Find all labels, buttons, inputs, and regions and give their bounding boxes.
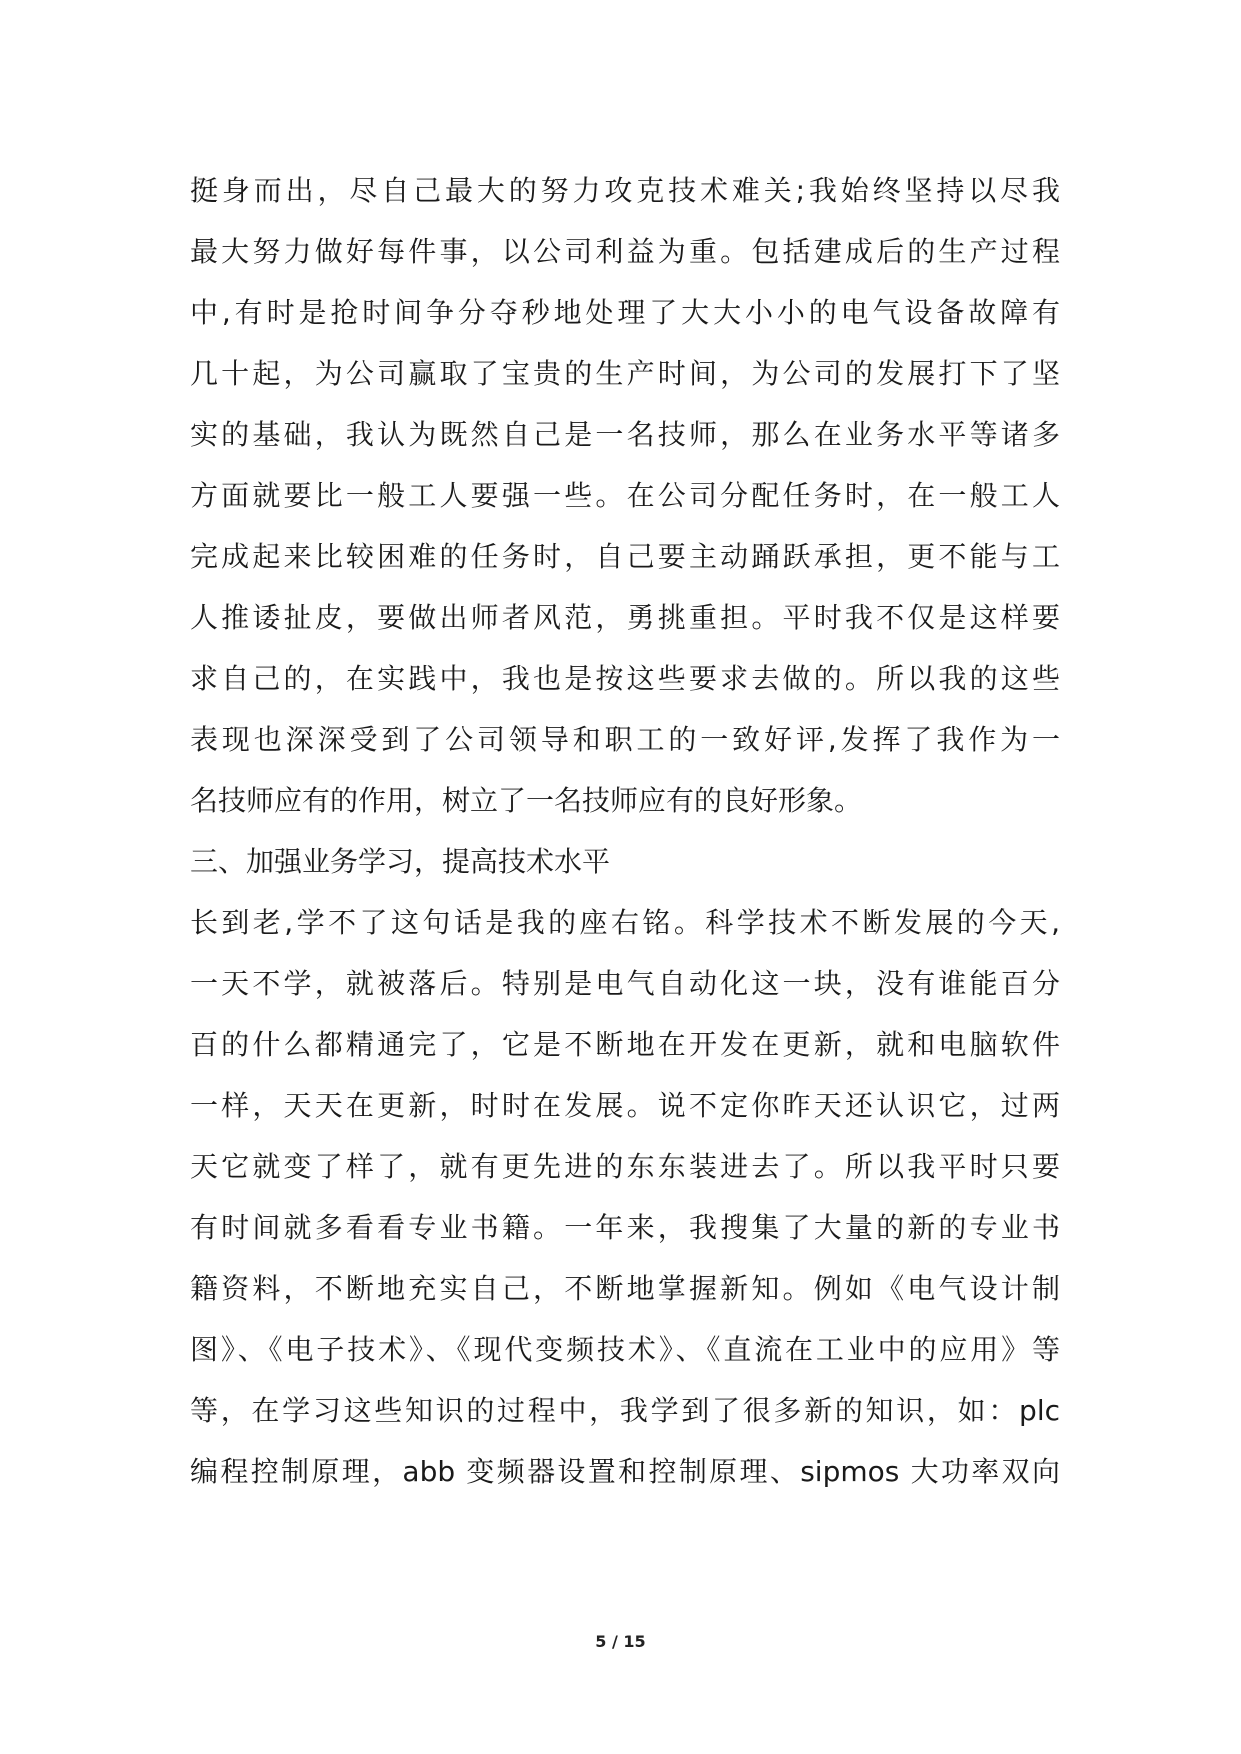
text-line: 几十起，为公司赢取了宝贵的生产时间，为公司的发展打下了坚 — [190, 357, 1060, 390]
text-line: 挺身而出，尽自己最大的努力攻克技术难关;我始终坚持以尽我 — [190, 174, 1060, 207]
body-text — [190, 160, 1060, 1502]
text-line: 表现也深深受到了公司领导和职工的一致好评,发挥了我作为一 — [190, 723, 1060, 756]
text-line: 长到老,学不了这句话是我的座右铭。科学技术不断发展的今天, — [190, 906, 1060, 939]
text-line: 籍资料，不断地充实自己，不断地掌握新知。例如《电气设计制 — [190, 1272, 1060, 1305]
text-line: 编程控制原理，abb 变频器设置和控制原理、sipmos 大功率双向 — [190, 1455, 1060, 1488]
text-line: 求自己的，在实践中，我也是按这些要求去做的。所以我的这些 — [190, 662, 1060, 695]
page-number: 5 / 15 — [595, 1632, 646, 1651]
text-line: 有时间就多看看专业书籍。一年来，我搜集了大量的新的专业书 — [190, 1211, 1060, 1244]
section-heading: 三、加强业务学习，提高技术水平 — [190, 845, 611, 878]
text-line: 最大努力做好每件事，以公司利益为重。包括建成后的生产过程 — [190, 235, 1060, 268]
text-line: 一样，天天在更新，时时在发展。说不定你昨天还认识它，过两 — [190, 1089, 1060, 1122]
text-line: 完成起来比较困难的任务时，自己要主动踊跃承担，更不能与工 — [190, 540, 1060, 573]
text-line: 天它就变了样了，就有更先进的东东装进去了。所以我平时只要 — [190, 1150, 1060, 1183]
text-line: 百的什么都精通完了，它是不断地在开发在更新，就和电脑软件 — [190, 1028, 1060, 1061]
text-line: 一天不学，就被落后。特别是电气自动化这一块，没有谁能百分 — [190, 967, 1060, 1000]
text-line: 等，在学习这些知识的过程中，我学到了很多新的知识，如：plc — [190, 1394, 1060, 1427]
text-line: 名技师应有的作用，树立了一名技师应有的良好形象。 — [190, 784, 863, 817]
text-line: 中,有时是抢时间争分夺秒地处理了大大小小的电气设备故障有 — [190, 296, 1060, 329]
text-line: 实的基础，我认为既然自己是一名技师，那么在业务水平等诸多 — [190, 418, 1060, 451]
text-line: 图》、《电子技术》、《现代变频技术》、《直流在工业中的应用》等 — [190, 1333, 1060, 1366]
text-line: 方面就要比一般工人要强一些。在公司分配任务时，在一般工人 — [190, 479, 1060, 512]
text-line: 人推诿扯皮，要做出师者风范，勇挑重担。平时我不仅是这样要 — [190, 601, 1060, 634]
